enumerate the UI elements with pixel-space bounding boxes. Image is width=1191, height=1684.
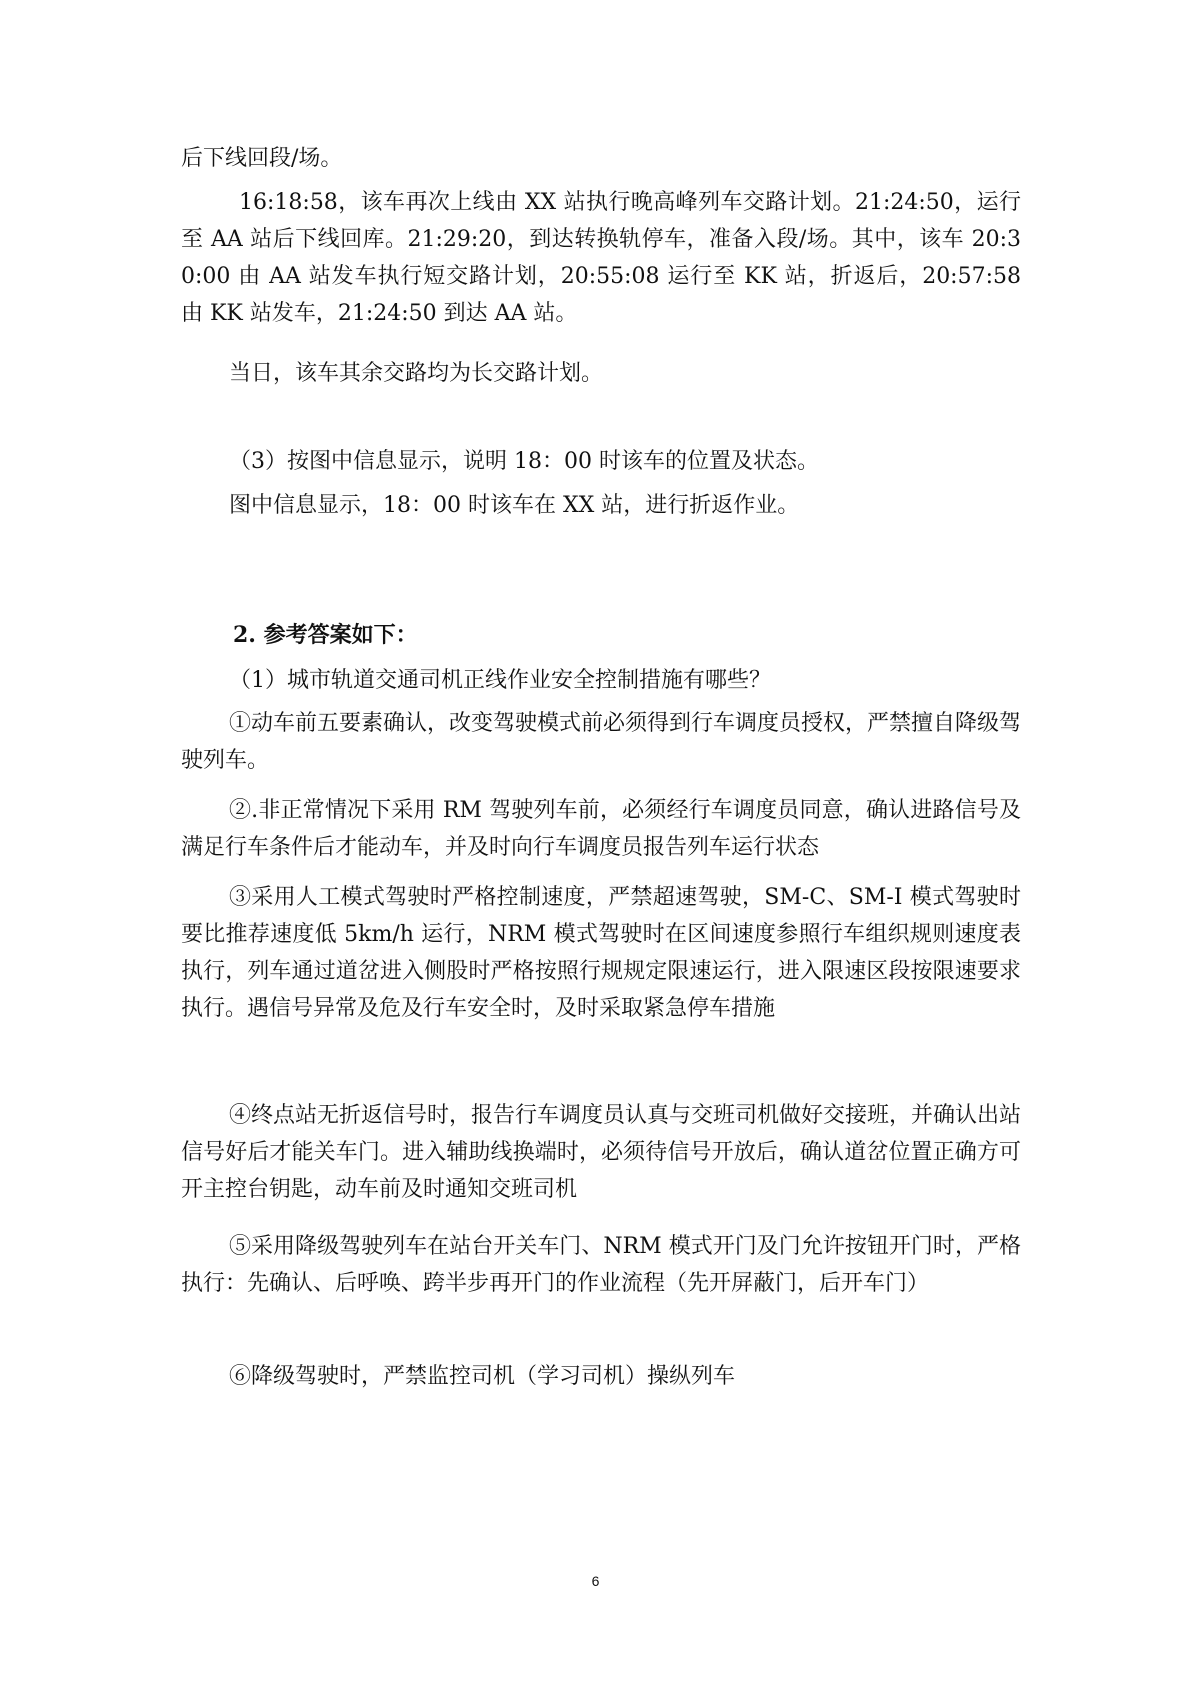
question-3: （3）按图中信息显示，说明 18：00 时该车的位置及状态。 xyxy=(229,449,819,474)
paragraph-other-routes: 当日，该车其余交路均为长交路计划。 xyxy=(229,361,604,386)
answer-3: 图中信息显示，18：00 时该车在 XX 站，进行折返作业。 xyxy=(229,493,800,518)
paragraph-continuation: 后下线回段/场。 xyxy=(181,146,343,171)
measure-6: ⑥降级驾驶时，严禁监控司机（学习司机）操纵列车 xyxy=(229,1364,736,1389)
measure-5: ⑤采用降级驾驶列车在站台开关车门、NRM 模式开门及门允许按钮开门时，严格执行：先确认、后呼唤、跨半步再开门的作业流程（先开屏蔽门，后开车门） xyxy=(181,1234,1021,1296)
measure-1: ①动车前五要素确认，改变驾驶模式前必须得到行车调度员授权，严禁擅自降级驾驶列车。 xyxy=(181,711,1022,773)
page-number: 6 xyxy=(591,1573,600,1589)
measure-4: ④终点站无折返信号时，报告行车调度员认真与交班司机做好交接班，并确认出站信号好后才能关车门。进入辅助线换端时，必须待信号开放后，确认道岔位置正确方可开主控台钥匙，动车前及时通知交班司机 xyxy=(181,1103,1022,1202)
section-heading: 2. 参考答案如下： xyxy=(233,622,418,648)
measure-3: ③采用人工模式驾驶时严格控制速度，严禁超速驾驶，SM-C、SM-I 模式驾驶时要比推荐速度低 5km/h 运行，NRM 模式驾驶时在区间速度参照行车组织规则速度表执行，列车通过道岔进入侧股时严格按照行规规定限速运行，进入限速区段按限速要求执行。遇信号异常及危及行车安全时，及时采取紧急停车措施 xyxy=(181,885,1021,1021)
question-1: （1）城市轨道交通司机正线作业安全控制措施有哪些？ xyxy=(229,668,771,693)
measure-2: ②.非正常情况下采用 RM 驾驶列车前，必须经行车调度员同意，确认进路信号及满足行车条件后才能动车，并及时向行车调度员报告列车运行状态 xyxy=(181,798,1021,860)
paragraph-evening-peak: 16:18:58，该车再次上线由 XX 站执行晚高峰列车交路计划。21:24:50，运行至 AA 站后下线回库。21:29:20，到达转换轨停车，准备入段/场。其中，该车 20:30:00 由 AA 站发车执行短交路计划，20:55:08 运行至 KK 站，折返后，20:57:58 由 KK 站发车，21:24:50 到达 AA 站。 xyxy=(181,190,1021,326)
